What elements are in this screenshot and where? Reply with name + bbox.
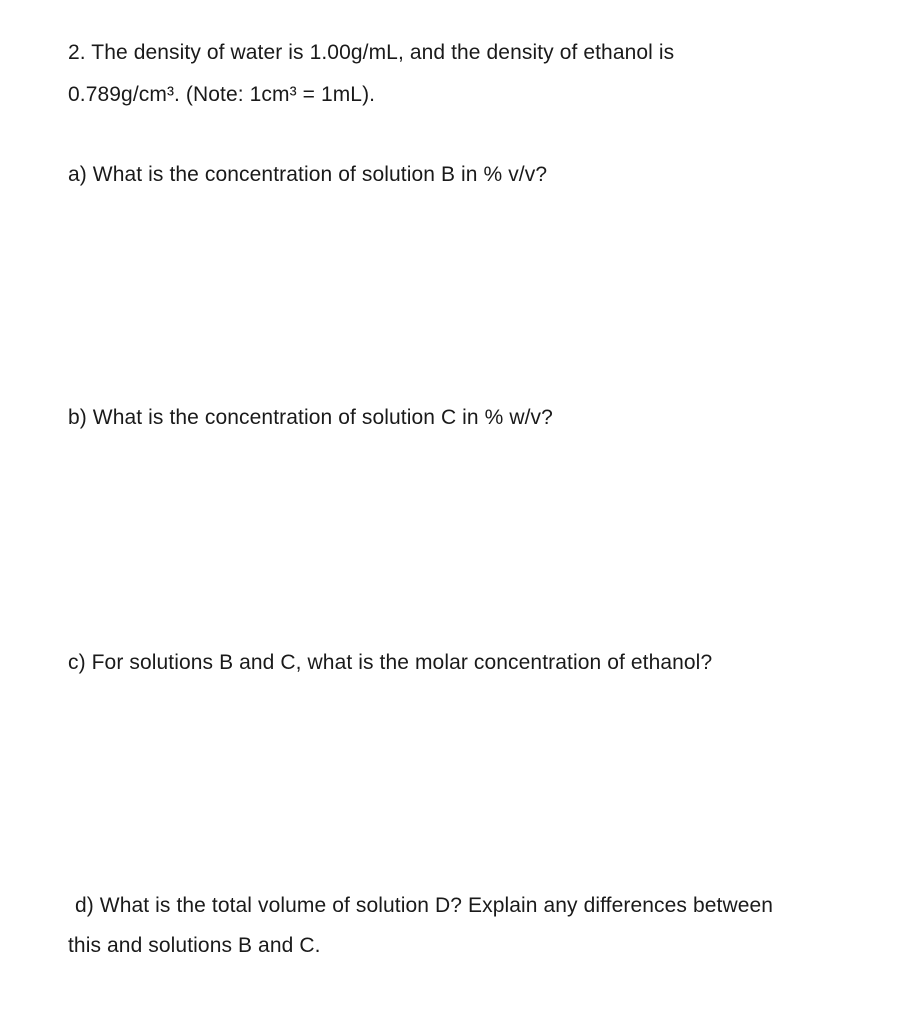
question-intro-line-1: 2. The density of water is 1.00g/mL, and the density of ethanol is: [68, 41, 675, 64]
question-part-d-line-1: d) What is the total volume of solution D? Explain any differences between: [75, 894, 774, 917]
question-intro-line-2: 0.789g/cm³. (Note: 1cm³ = 1mL).: [68, 83, 376, 106]
question-part-d-line-2: this and solutions B and C.: [68, 934, 321, 957]
question-part-c: c) For solutions B and C, what is the molar concentration of ethanol?: [68, 651, 713, 674]
question-part-a: a) What is the concentration of solution B in % v/v?: [68, 163, 548, 186]
question-part-b: b) What is the concentration of solution C in % w/v?: [68, 406, 553, 429]
